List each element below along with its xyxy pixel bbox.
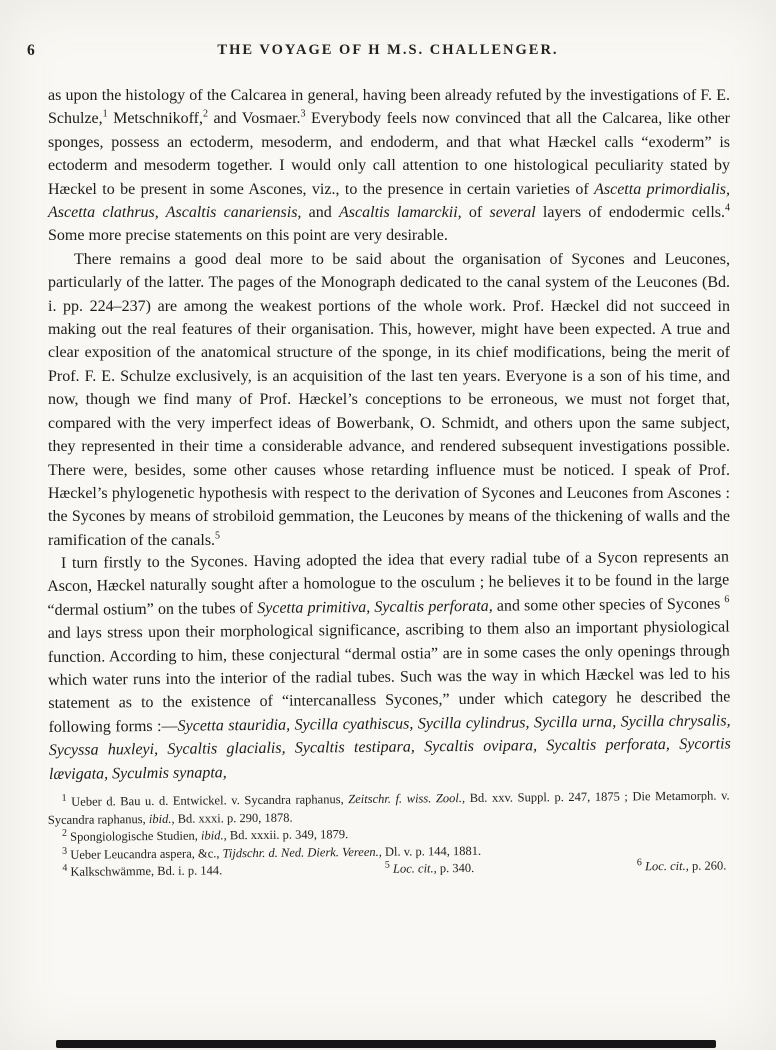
page-number: 6 bbox=[27, 42, 35, 59]
running-title: THE VOYAGE OF H M.S. CHALLENGER. bbox=[217, 42, 559, 58]
footnote-3: $^3$ Ueber Leucandra aspera, &c., Tijdschr. d. Ned. Dierk. Vereen., Dl. v. p. 144, 1881. bbox=[62, 843, 482, 862]
paragraph-2: There remains a good deal more to be said about the organisation of Sycones and Leucones, particularly of the latter. The pages of the Monograph dedicated to the canal system of the Leucones (Bd. i. pp. 224–237) are among the weakest portions of the whole work. Prof. Hæckel did not succeed in making out the real features of their organisation. This, however, might have been expected. A true and clear exposition of the anatomical structure of the sponge, in its chief modifications, being the merit of Prof. F. E. Schulze exclusively, is an acquisition of the last ten years. Everyone is a son of his time, and now, though we find many of Prof. Hæckel’s conceptions to be erroneous, we must not forget that, compared with the very imperfect ideas of Bowerbank, O. Schmidt, and others upon the same subject, they represented in their time a considerable advance, and rendered subsequent investigations possible. There were, besides, some other causes whose retarding influence must be noticed. I speak of Prof. Hæckel’s phylogenetic hypothesis with respect to the derivation of Sycones and Leucones from Ascones : the Sycones by means of strobiloid gemmation, the Leucones by means of the thickening of walls and the ramification of the canals.$^5$ bbox=[48, 250, 730, 549]
footnote-1: $^1$ Ueber d. Bau u. d. Entwickel. v. Sycandra raphanus, Zeitschr. f. wiss. Zool., Bd. xxv. Suppl. p. 247, 1875 ; Die Metamorph. v. Sycandra raphanus, ibid., Bd. xxxi. p. 290, 1878. bbox=[47, 788, 730, 827]
page-body bbox=[48, 84, 730, 882]
scan-artifact-bar bbox=[56, 1040, 716, 1048]
paragraph-1: as upon the histology of the Calcarea in general, having been already refuted by the investigations of F. E. Schulze,$^1$ Metschnikoff,$^2$ and Vosmaer.$^3$ Everybody feels now convinced that all the Calcarea, like other sponges, possess an ectoderm, mesoderm, and endoderm, and that what Hæckel calls “exoderm” is ectoderm and mesoderm together. I would only call attention to one histological peculiarity stated by Hæckel to be present in some Ascones, viz., to the presence in certain varieties of Ascetta primordialis, Ascetta clathrus, Ascaltis canariensis, and Ascaltis lamarckii, of several layers of endodermic cells.$^4$ Some more precise statements on this point are very desirable. bbox=[48, 87, 731, 245]
footnote-2: $^2$ Spongiologische Studien, ibid., Bd. xxxii. p. 349, 1879. bbox=[61, 827, 349, 845]
footnotes-section bbox=[48, 788, 731, 883]
footnote-5: $^5$ Loc. cit., p. 340. bbox=[384, 860, 475, 877]
paragraph-3: I turn firstly to the Sycones. Having adopted the idea that every radial tube of a Sycon represents an Ascon, Hæckel naturally sought after a homologue to the osculum ; he believes it to be found in the large “dermal ostium” on the tubes of Sycetta primitiva, Sycaltis perforata, and some other species of Sycones $^6$ and lays stress upon their morphological significance, ascribing to them also an important physiological function. According to him, these conjectural “dermal ostia” are in some cases the only openings through which water runs into the interior of the radial tubes. Such was the way in which Hæckel was led to his statement as to the existence of “intercanalless Sycones,” under which category he described the following forms :—Sycetta stauridia, Sycilla cyathiscus, Sycilla cylindrus, Sycilla urna, Sycilla chrysalis, Sycyssa huxleyi, Sycaltis glacialis, Sycaltis testipara, Sycaltis ovipara, Sycaltis perforata, Sycortis lævigata, Syculmis synapta, bbox=[47, 548, 731, 783]
footnote-6: $^6$ Loc. cit., p. 260. bbox=[636, 857, 727, 874]
footnote-4: $^4$ Kalkschwämme, Bd. i. p. 144. bbox=[62, 863, 223, 880]
page-header bbox=[0, 42, 776, 64]
